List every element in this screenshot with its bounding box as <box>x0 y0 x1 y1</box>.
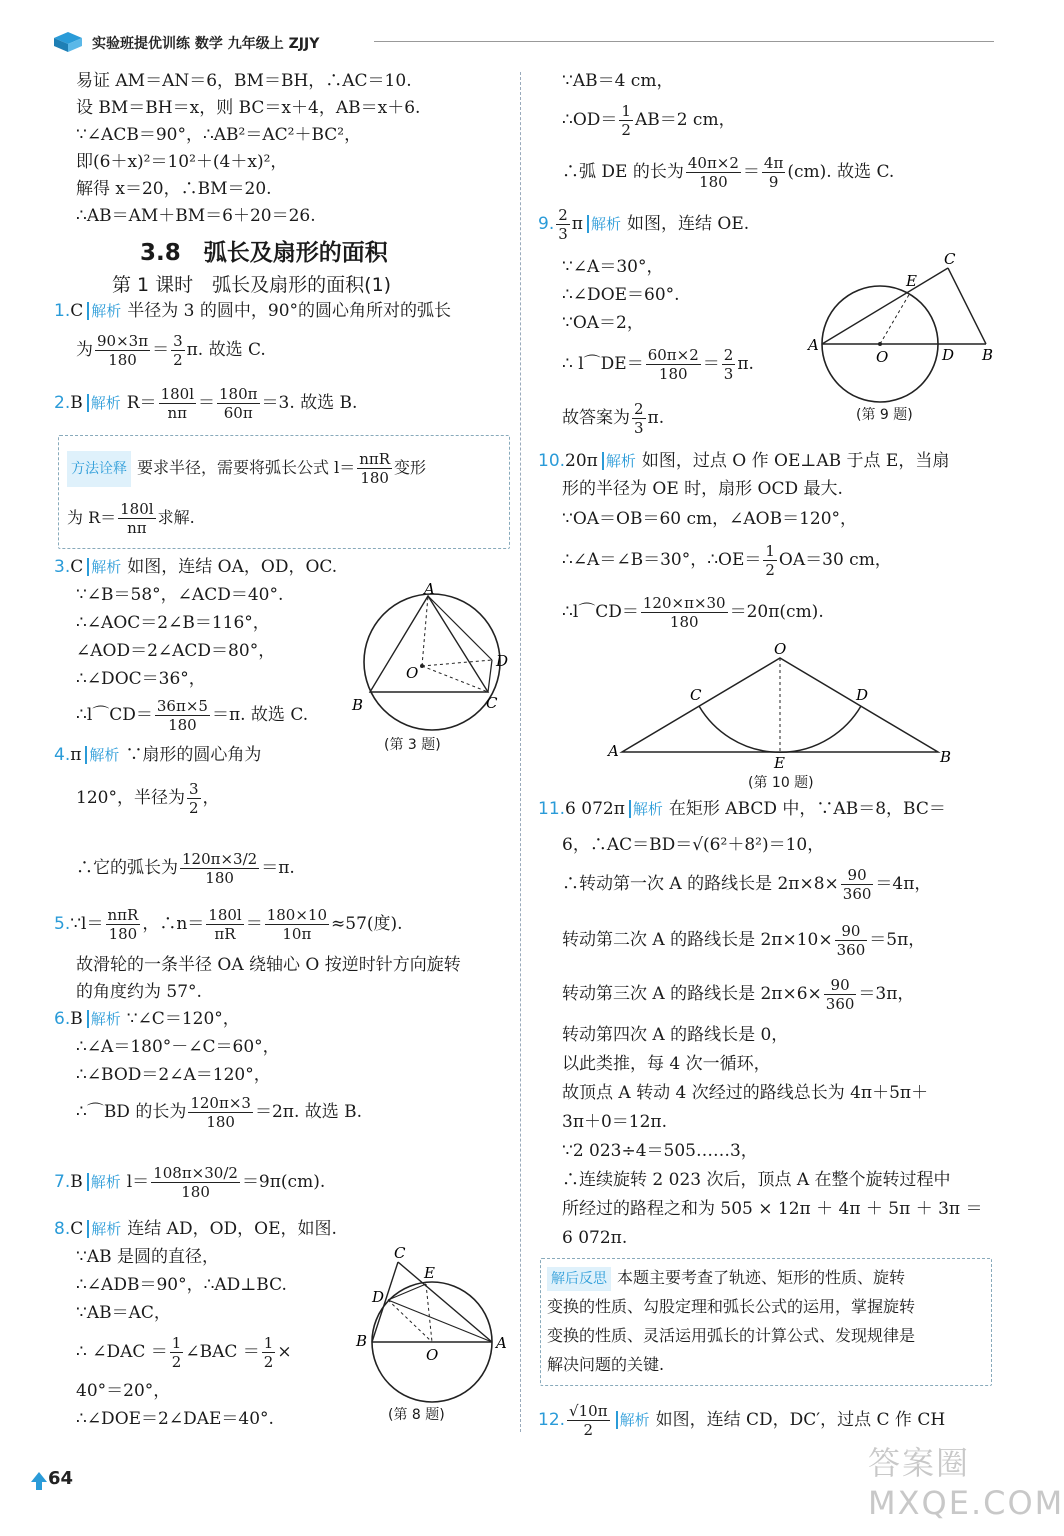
label-b: B <box>982 346 994 364</box>
text-line: 3π＋0＝12π. <box>562 1112 668 1132</box>
text-line: 即(6＋x)²＝10²＋(4＋x)²， <box>76 152 288 172</box>
q6-number: 6. <box>54 1009 71 1029</box>
analysis-tag: 解析 <box>602 452 638 470</box>
fraction: $\frac{120\pi\times 3/2}{180}$ <box>182 850 258 887</box>
line-ad <box>388 1300 492 1342</box>
column-divider <box>520 72 521 1432</box>
q5-line: 5.∵l＝ nπR 180 ，∴n＝ $\frac{180l}{\pi R}$ ＝ $\frac{180\times 10}{10\pi}$ ≈57(度). <box>54 906 403 943</box>
q7-line: 7.B 解析 l＝ $\frac{108\pi\times 30/2}{180}$ ＝9π(cm). <box>54 1164 326 1201</box>
label-o: O <box>876 348 889 366</box>
q11-line3: ∴转动第一次 A 的路线长是 2π×8× $\frac{90}{360}$ ＝4π， <box>562 866 932 903</box>
q1-text: 半径为 3 的圆中，90°的圆心角所对的弧长 <box>127 301 452 321</box>
page-header <box>44 30 994 54</box>
q1-line2: 为 $\frac{90\times 3\pi}{180}$ ＝ $\frac{3}{2}$ π. 故选 C. <box>76 332 266 369</box>
fraction: $\frac{2}{3}$ <box>634 400 644 437</box>
fraction: nπR 180 <box>107 906 139 943</box>
label-c: C <box>944 250 956 268</box>
analysis-tag: 解析 <box>616 1411 652 1429</box>
q12-number: 12. <box>538 1410 566 1430</box>
q8-answer: C <box>70 1219 84 1239</box>
q4-line3: ∴它的弧长为 $\frac{120\pi\times 3/2}{180}$ ＝π. <box>76 850 295 887</box>
q9-answer-fraction: $\frac{2}{3}$ <box>558 206 568 243</box>
line-dc <box>488 660 492 692</box>
watermark: 答案圈 MXQE.COM <box>868 1444 1064 1522</box>
q12-line: 12. $\frac{√10\pi}{2}$ 解析 如图，连结 CD，DC′，过点 C 作 CH <box>538 1402 946 1439</box>
fraction: $\frac{90}{360}$ <box>842 866 872 903</box>
figure-q9 <box>806 252 1002 404</box>
q10-line4: ∴∠A＝∠B＝30°，∴OE＝ $\frac{1}{2}$ OA＝30 cm， <box>562 542 892 579</box>
page-number: 64 <box>48 1468 74 1489</box>
q3-line: 3.C 解析 如图，连结 OA，OD，OC. <box>54 557 338 577</box>
fraction: $\frac{108\pi\times 30/2}{180}$ <box>153 1164 238 1201</box>
text-line: 转动第四次 A 的路线长是 0， <box>562 1025 789 1045</box>
q12-answer-fraction: $\frac{√10\pi}{2}$ <box>569 1402 608 1439</box>
text-line: 6，∴AC＝BD＝√(6²＋8²)＝10， <box>562 835 825 855</box>
text-line: 6 072π. <box>562 1228 628 1248</box>
label-b: B <box>352 696 364 714</box>
figure-q10 <box>600 640 960 770</box>
line-ac <box>822 268 948 344</box>
q10-number: 10. <box>538 451 566 471</box>
analysis-tag: 解析 <box>87 1173 123 1191</box>
text-line: 变换的性质、灵活运用弧长的计算公式、发现规律是 <box>547 1326 916 1345</box>
q4-line2: 120°，半径为 $\frac{3}{2}$ ， <box>76 780 220 817</box>
header-rule <box>374 41 994 42</box>
text-line: ∵OA＝OB＝60 cm，∠AOB＝120°， <box>562 509 858 529</box>
q9-final: ∴ l⌒DE＝ $\frac{60\pi\times 2}{180}$ ＝ $\frac{2}{3}$ π. <box>562 346 754 383</box>
center-point <box>420 664 424 668</box>
text-line: ∴∠DOE＝60°. <box>562 285 680 305</box>
q4-line: 4.π 解析 ∵扇形的圆心角为 <box>54 745 262 765</box>
label-o: O <box>426 1346 439 1364</box>
q6-answer: B <box>70 1009 83 1029</box>
figure-q8 <box>352 1242 520 1402</box>
figure-caption: (第 3 题) <box>384 737 441 753</box>
text-line: ∴AB＝AM＋BM＝6＋20＝26. <box>76 206 316 226</box>
arrow-up-icon <box>30 1470 48 1492</box>
fraction: nπR 180 <box>359 450 391 487</box>
fraction: $\frac{90\times 3\pi}{180}$ <box>97 332 149 369</box>
fraction: $\frac{1}{2}$ <box>263 1334 274 1371</box>
text-line: 的角度约为 57°. <box>76 982 202 1002</box>
q11-number: 11. <box>538 799 566 819</box>
text-line: 变换的性质、勾股定理和弧长公式的运用，掌握旋转 <box>547 1297 916 1316</box>
fraction: $\frac{3}{2}$ <box>188 780 199 817</box>
text-line: ∴∠DOC＝36°， <box>76 669 206 689</box>
q11-line: 11.6 072π 解析 在矩形 ABCD 中，∵AB＝8，BC＝ <box>538 799 946 819</box>
q9-answer-line: 故答案为 $\frac{2}{3}$ π. <box>562 400 665 437</box>
figure-q3 <box>350 582 520 732</box>
q9-number: 9. <box>538 214 555 234</box>
text-line: ∴∠BOD＝2∠A＝120°， <box>76 1065 271 1085</box>
line-od <box>422 660 492 666</box>
text-line: 解得 x＝20，∴BM＝20. <box>76 179 272 199</box>
text-line: ∵∠A＝30°， <box>562 257 664 277</box>
text-line: 形的半径为 OE 时，扇形 OCD 最大. <box>562 479 843 499</box>
line-de <box>388 1284 426 1300</box>
section-title: 3.8 弧长及扇形的面积 <box>140 240 388 266</box>
analysis-tag: 解析 <box>87 394 123 412</box>
fraction: $\frac{1}{2}$ <box>765 542 775 579</box>
q3-answer: C <box>70 557 84 577</box>
q3-number: 3. <box>54 557 71 577</box>
q10-final: ∴l⌒CD＝ $\frac{120\times\pi\times 30}{180}$ ＝20π(cm). <box>562 594 824 631</box>
q7-number: 7. <box>54 1172 71 1192</box>
q11-answer: 6 072π <box>565 799 625 819</box>
label-o: O <box>774 640 787 658</box>
q1-answer: C <box>70 301 84 321</box>
line-od <box>388 1300 432 1342</box>
q1-text: 为 <box>76 340 93 360</box>
analysis-tag: 解析 <box>87 1220 123 1238</box>
q4-answer: π <box>70 745 82 765</box>
q2-number: 2. <box>54 393 71 413</box>
label-a: A <box>808 336 819 354</box>
q8-number: 8. <box>54 1219 71 1239</box>
right-line3: ∴弧 DE 的长为 $\frac{40\pi\times 2}{180}$ ＝ $\frac{4\pi}{9}$ (cm). 故选 C. <box>562 154 895 191</box>
label-o: O <box>406 664 419 682</box>
line-ad <box>428 596 492 660</box>
right-line2: ∴OD＝ $\frac{1}{2}$ AB＝2 cm， <box>562 102 736 139</box>
analysis-tag: 解析 <box>87 558 123 576</box>
fraction: $\frac{90}{360}$ <box>825 976 855 1013</box>
text-line: ∵2 023÷4＝505……3， <box>562 1141 758 1161</box>
analysis-tag: 解析 <box>587 215 623 233</box>
reflection-line1: 解后反思 本题主要考查了轨迹、矩形的性质、旋转 <box>547 1267 905 1291</box>
label-a: A <box>608 742 619 760</box>
q10-answer: 20π <box>565 451 598 471</box>
text-line: ∵∠ACB＝90°，∴AB²＝AC²＋BC²， <box>76 125 362 145</box>
q1-text: π. 故选 C. <box>186 340 266 360</box>
fraction: $\frac{40\pi\times 2}{180}$ <box>687 154 739 191</box>
label-d: D <box>856 686 869 704</box>
text-line: ∵AB＝AC， <box>76 1303 171 1323</box>
method-line2: 为 R＝ $\frac{180l}{n\pi}$ 求解. <box>67 500 195 537</box>
fraction: $\frac{180\times 10}{10\pi}$ <box>266 906 328 943</box>
q6-final: ∴⌒BD 的长为 $\frac{120\pi\times 3}{180}$ ＝2π. 故选 B. <box>76 1094 363 1131</box>
q1-line <box>54 300 451 322</box>
fraction: $\frac{36\pi\times 5}{180}$ <box>156 697 208 734</box>
q10-line: 10.20π 解析 如图，过点 O 作 OE⊥AB 于点 E，当扇 <box>538 451 950 471</box>
fraction: $\frac{2}{3}$ <box>723 346 734 383</box>
fraction: $\frac{180l}{n\pi}$ <box>120 500 154 537</box>
text-line: 40°＝20°， <box>76 1381 171 1401</box>
label-d: D <box>942 346 955 364</box>
q11-line5: 转动第三次 A 的路线长是 2π×6× $\frac{90}{360}$ ＝3π， <box>562 976 915 1013</box>
q9-line: 9. $\frac{2}{3}$ π 解析 如图，连结 OE. <box>538 206 750 243</box>
fraction: $\frac{120\times\pi\times 30}{180}$ <box>642 594 726 631</box>
label-d: D <box>496 652 509 670</box>
q3-final: ∴l⌒CD＝ $\frac{36\pi\times 5}{180}$ ＝π. 故选 C. <box>76 697 309 734</box>
fraction: $\frac{180\pi}{60\pi}$ <box>219 385 258 422</box>
fraction: $\frac{180l}{\pi R}$ <box>208 906 242 943</box>
analysis-tag: 解析 <box>87 302 123 320</box>
label-c: C <box>690 686 702 704</box>
q8-line: 8.C 解析 连结 AD，OD，OE，如图. <box>54 1219 337 1239</box>
text-line: 故滑轮的一条半径 OA 绕轴心 O 按逆时针方向旋转 <box>76 955 461 975</box>
reflection-box <box>540 1258 992 1386</box>
analysis-tag: 解析 <box>85 746 121 764</box>
analysis-tag: 解析 <box>629 800 665 818</box>
label-c: C <box>394 1244 406 1262</box>
label-a: A <box>424 580 435 598</box>
fraction: $\frac{3}{2}$ <box>173 332 183 369</box>
text-line: ∠AOD＝2∠ACD＝80°， <box>76 641 276 661</box>
label-b: B <box>940 748 952 766</box>
text-line: ∴连续旋转 2 023 次后，顶点 A 在整个旋转过程中 <box>562 1170 951 1190</box>
text-line: ∵∠B＝58°，∠ACD＝40°. <box>76 585 284 605</box>
q7-answer: B <box>70 1172 83 1192</box>
q5-number: 5. <box>54 914 71 934</box>
center-point <box>878 342 882 346</box>
figure-caption: (第 10 题) <box>748 775 814 791</box>
text-line: 所经过的路程之和为 505 × 12π ＋ 4π ＋ 5π ＋ 3π ＝ <box>562 1199 983 1219</box>
text-line: ∵AB 是圆的直径， <box>76 1247 219 1267</box>
text-line: 易证 AM＝AN＝6，BM＝BH，∴AC＝10. <box>76 71 412 91</box>
text-line: ∴∠DOE＝2∠DAE＝40°. <box>76 1409 274 1429</box>
line-ca <box>398 1262 492 1342</box>
q1-number: 1. <box>54 301 71 321</box>
line-cb <box>948 268 986 344</box>
circle <box>364 594 500 730</box>
fraction: $\frac{60\pi\times 2}{180}$ <box>647 346 699 383</box>
label-b: B <box>356 1332 368 1350</box>
method-box <box>58 435 510 549</box>
figure-caption: (第 9 题) <box>856 407 913 423</box>
analysis-tag: 解析 <box>87 1010 123 1028</box>
line-oc <box>422 666 488 692</box>
q6-line: 6.B 解析 ∵∠C＝120°， <box>54 1009 240 1029</box>
label-c: C <box>486 694 498 712</box>
label-d: D <box>372 1288 385 1306</box>
fraction: $\frac{1}{2}$ <box>621 102 631 139</box>
q2-line: 2.B 解析 R＝ $\frac{180l}{n\pi}$ ＝ $\frac{180\pi}{60\pi}$ ＝3. 故选 B. <box>54 385 358 422</box>
q11-line4: 转动第二次 A 的路线长是 2π×10× $\frac{90}{360}$ ＝5π， <box>562 922 926 959</box>
reflection-tag: 解后反思 <box>547 1267 611 1291</box>
fraction: $\frac{4\pi}{9}$ <box>763 154 784 191</box>
fraction: $\frac{120\pi\times 3}{180}$ <box>190 1094 251 1131</box>
line-oa <box>422 596 428 666</box>
text-line: ∴∠AOC＝2∠B＝116°， <box>76 613 270 633</box>
q4-number: 4. <box>54 745 71 765</box>
label-e: E <box>906 272 917 290</box>
text-line: ∴∠ADB＝90°，∴AD⊥BC. <box>76 1275 287 1295</box>
figure-caption: (第 8 题) <box>388 1407 445 1423</box>
text-line: 故顶点 A 转动 4 次经过的路线总长为 4π＋5π＋ <box>562 1083 929 1103</box>
q8-line5: ∴ ∠DAC ＝ $\frac{1}{2}$ ∠BAC ＝ $\frac{1}{2}$ × <box>76 1334 292 1371</box>
q2-answer: B <box>70 393 83 413</box>
text-line: ∵AB＝4 cm， <box>562 71 674 91</box>
label-a: A <box>496 1334 507 1352</box>
fraction: $\frac{90}{360}$ <box>836 922 866 959</box>
header-title: 实验班提优训练 数学 九年级上 ZJJY <box>92 36 320 52</box>
lesson-title: 第 1 课时 弧长及扇形的面积(1) <box>112 274 392 296</box>
fraction: $\frac{180l}{n\pi}$ <box>160 385 194 422</box>
method-tag: 方法诠释 <box>67 451 131 487</box>
label-e: E <box>424 1264 435 1282</box>
text-line: ∵OA＝2， <box>562 313 644 333</box>
text-line: 解决问题的关键. <box>547 1355 665 1374</box>
text-line: 以此类推，每 4 次一循环， <box>562 1054 771 1074</box>
method-line1: 方法诠释 要求半径，需要将弧长公式 l＝ nπR 180 变形 <box>67 450 426 487</box>
text-line: 设 BM＝BH＝x，则 BC＝x＋4，AB＝x＋6. <box>76 98 421 118</box>
line-oe <box>426 1284 432 1342</box>
label-e: E <box>774 754 785 772</box>
book-logo-icon <box>50 30 86 54</box>
text-line: ∴∠A＝180°－∠C＝60°， <box>76 1037 280 1057</box>
fraction: $\frac{1}{2}$ <box>171 1334 182 1371</box>
